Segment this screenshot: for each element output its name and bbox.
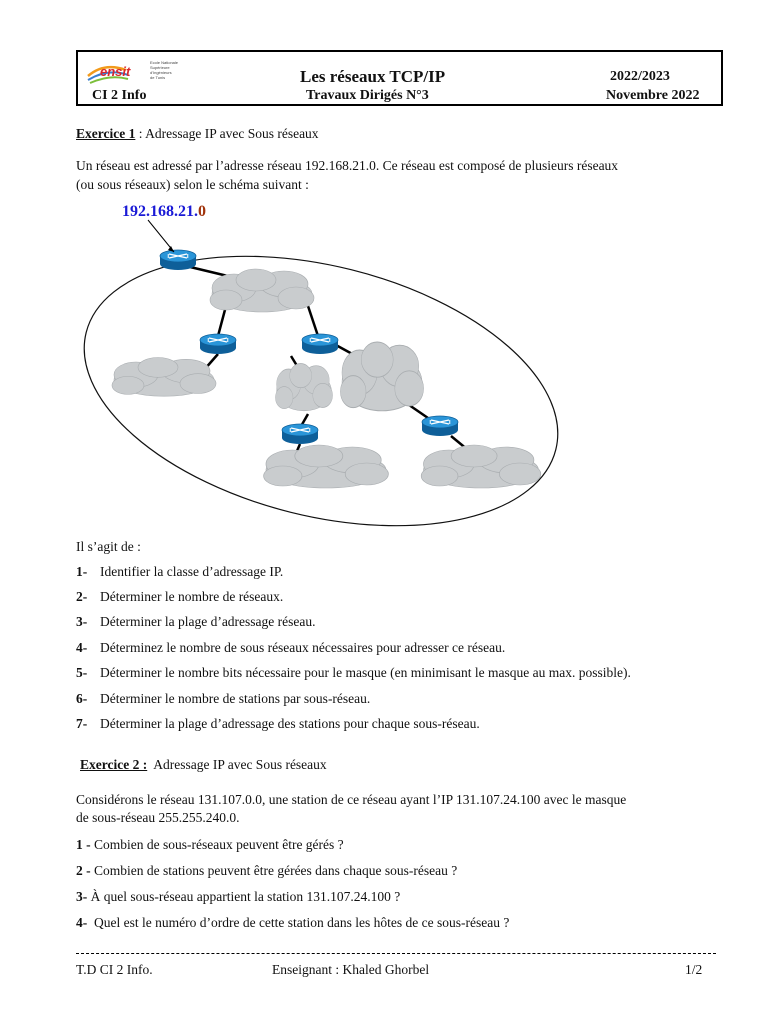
router-left-icon bbox=[200, 334, 236, 354]
footer-teacher: Enseignant : Khaled Ghorbel bbox=[272, 962, 430, 977]
list-item: 2- Déterminer le nombre de réseaux. bbox=[76, 589, 284, 604]
academic-year: 2022/2023 bbox=[610, 69, 670, 84]
page-number: 1/2 bbox=[685, 962, 703, 977]
logo-text: ensit bbox=[100, 64, 131, 79]
list-item: 3- À quel sous-réseau appartient la station 131.107.24.100 ? bbox=[76, 889, 401, 904]
list-item: 2 - Combien de stations peuvent être gérées dans chaque sous-réseau ? bbox=[76, 863, 458, 878]
list-item: 1- Identifier la classe d’adressage IP. bbox=[76, 564, 284, 579]
list-item: 4- Quel est le numéro d’ordre de cette station dans les hôtes de ce sous-réseau ? bbox=[76, 915, 510, 930]
cloud-center-right bbox=[340, 342, 423, 411]
router-right-icon bbox=[422, 416, 458, 436]
list-item: 6- Déterminer le nombre de stations par sous-réseau. bbox=[76, 691, 371, 706]
exercise-2-intro-line2: de sous-réseau 255.255.240.0. bbox=[76, 810, 240, 825]
task-intro: Il s’agit de : bbox=[76, 539, 141, 554]
footer-course: T.D CI 2 Info. bbox=[76, 962, 153, 977]
svg-text:de Tunis: de Tunis bbox=[150, 75, 166, 80]
date: Novembre 2022 bbox=[606, 88, 700, 103]
exercise-1-heading: Exercice 1 : Adressage IP avec Sous réseaux bbox=[76, 126, 319, 141]
exercise-1-intro-line1: Un réseau est adressé par l’adresse réseau 192.168.21.0. Ce réseau est composé de plusieurs réseaux bbox=[76, 158, 619, 173]
doc-subtitle: Travaux Dirigés N°3 bbox=[306, 88, 429, 103]
list-item: 7- Déterminer la plage d’adressage des stations pour chaque sous-réseau. bbox=[76, 716, 480, 731]
header-box bbox=[76, 50, 723, 106]
doc-title: Les réseaux TCP/IP bbox=[300, 67, 446, 86]
cloud-bottom-right bbox=[421, 445, 541, 488]
cloud-left bbox=[112, 358, 216, 397]
cloud-bottom-center bbox=[264, 445, 389, 488]
list-item: 1 - Combien de sous-réseaux peuvent être gérés ? bbox=[76, 837, 344, 852]
network-diagram bbox=[76, 196, 596, 536]
svg-text:d'Ingénieurs: d'Ingénieurs bbox=[150, 70, 172, 75]
cloud-center-small bbox=[275, 364, 332, 411]
diagram-ip-label: 192.168.21.0 bbox=[122, 203, 206, 220]
router-gateway-icon bbox=[160, 250, 196, 270]
exercise-1-intro-line2: (ou sous réseaux) selon le schéma suivant : bbox=[76, 177, 309, 192]
cloud-backbone bbox=[210, 269, 314, 312]
footer-divider bbox=[76, 953, 716, 954]
router-center-icon bbox=[302, 334, 338, 354]
router-bottom-icon bbox=[282, 424, 318, 444]
exercise-2-heading: Exercice 2 : Adressage IP avec Sous réseaux bbox=[80, 757, 327, 772]
list-item: 4- Déterminez le nombre de sous réseaux nécessaires pour adresser ce réseau. bbox=[76, 640, 506, 655]
svg-text:Ecole Nationale: Ecole Nationale bbox=[150, 60, 179, 65]
svg-text:Supérieure: Supérieure bbox=[150, 65, 170, 70]
list-item: 3- Déterminer la plage d’adressage réseau. bbox=[76, 614, 316, 629]
class-label: CI 2 Info bbox=[92, 88, 147, 103]
school-logo bbox=[84, 56, 194, 88]
exercise-2-intro-line1: Considérons le réseau 131.107.0.0, une station de ce réseau ayant l’IP 131.107.24.100 avec le masque bbox=[76, 792, 627, 807]
list-item: 5- Déterminer le nombre bits nécessaire pour le masque (en minimisant le masque au max. possible). bbox=[76, 665, 631, 680]
